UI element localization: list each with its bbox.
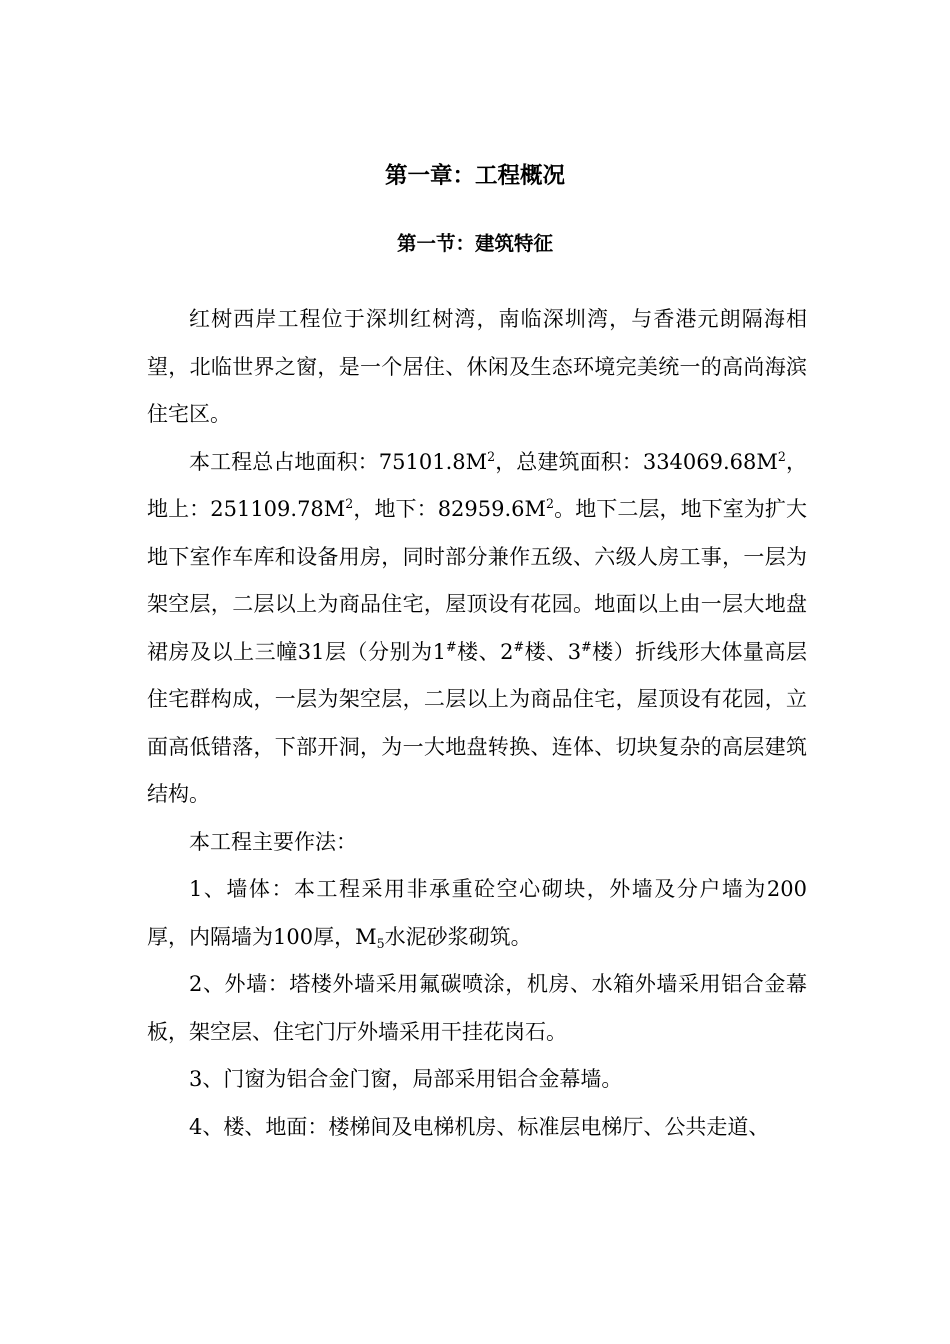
section-title: 第一节：建筑特征 — [396, 232, 553, 255]
paragraph-windows: 3、门窗为铝合金门窗，局部采用铝合金幕墙。 — [189, 1067, 623, 1091]
paragraph-area: 本工程总占地面积：$75101.8M^2$，总建筑面积：$334069.68M^2$，地上：$251109.78M^2$，地下：$82959.6M^2$。地下二层，地下室为扩大地下室作车库和设备用房，同时部分兼作五级、六级人房工事，一层为架空层，二层以上为商品住宅，屋顶设有花园。地面以上由一层大地盘裙房及以上三幢31层（分别为1#楼、2#楼、3#楼）折线形大体量高层住宅群构成，一层为架空层，二层以上为商品住宅，屋顶设有花园，立面高低错落，下部开洞，为一大地盘转换、连体、切块复杂的高层建筑结构。 — [147, 448, 808, 806]
body-text — [147, 296, 807, 1151]
paragraph-location: 红树西岸工程位于深圳红树湾，南临深圳湾，与香港元朗隔海相望，北临世界之窗，是一个居住、休闲及生态环境完美统一的高尚海滨住宅区。 — [147, 307, 807, 426]
paragraph-floors: 4、楼、地面：楼梯间及电梯机房、标准层电梯厅、公共走道、 — [189, 1114, 770, 1139]
paragraph-methods-intro: 本工程主要作法： — [189, 829, 357, 854]
paragraph-exterior-walls: 2、外墙：塔楼外墙采用氟碳喷涂，机房、水箱外墙采用铝合金幕板，架空层、住宅门厅外墙采用干挂花岗石。 — [147, 972, 807, 1044]
paragraph-walls: 1、墙体：本工程采用非承重砼空心砌块，外墙及分户墙为200厚，内隔墙为100厚，$M_5$水泥砂浆砌筑。 — [147, 877, 807, 951]
chapter-title: 第一章：工程概况 — [384, 163, 565, 189]
